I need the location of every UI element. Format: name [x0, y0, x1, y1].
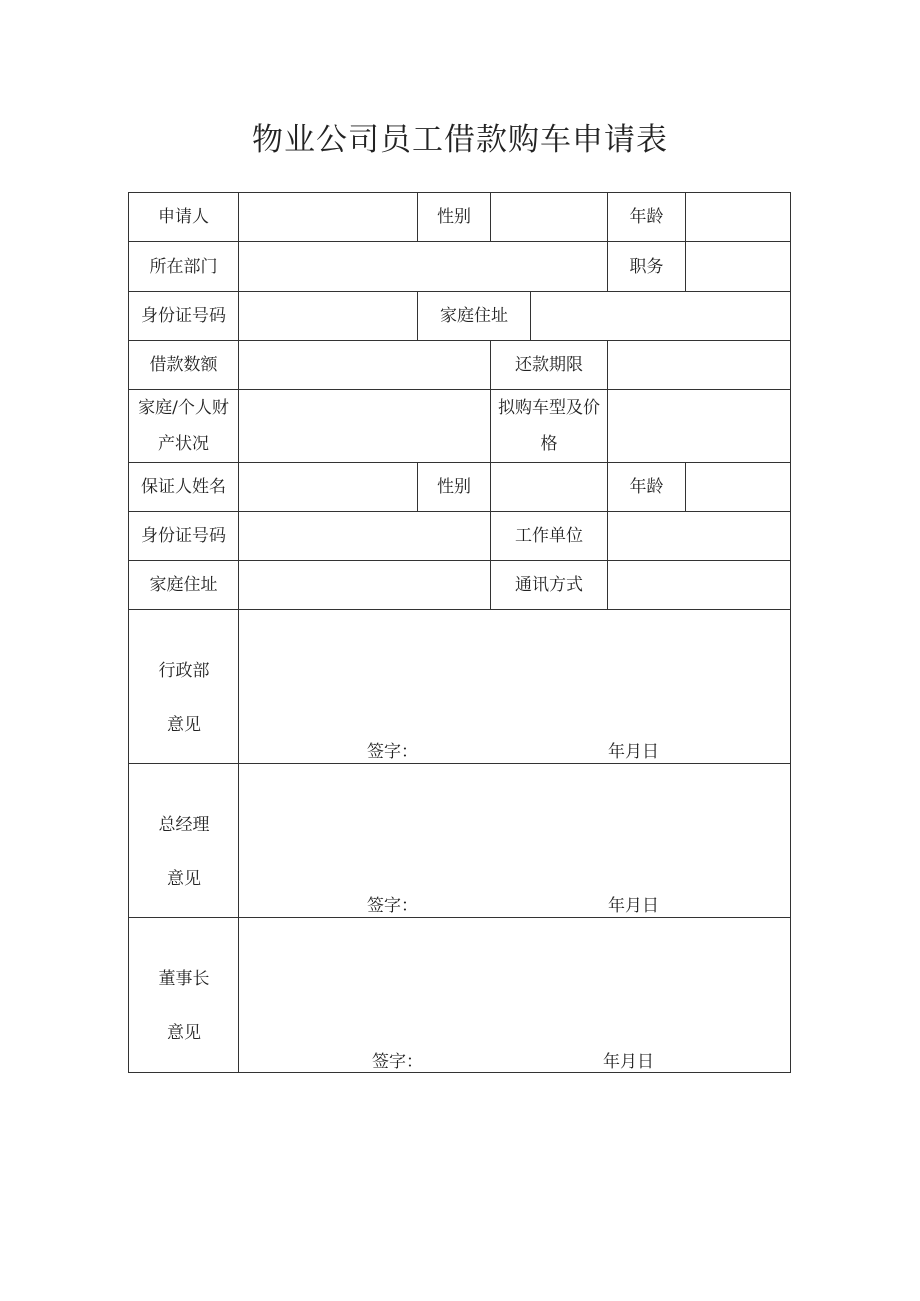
chairman-opinion-field[interactable] [238, 917, 791, 1073]
gm-signature-label: 签字： [367, 896, 418, 916]
department-label: 所在部门 [128, 241, 238, 291]
chairman-signature-label: 签字： [372, 1052, 423, 1072]
assets-label: 家庭/个人财产状况 [128, 389, 238, 462]
repay-period-label: 还款期限 [490, 340, 607, 389]
gm-opinion-label-cell [128, 763, 238, 917]
repay-period-field[interactable] [607, 340, 791, 389]
chairman-opinion-label: 董事长 意见 [158, 969, 210, 1043]
admin-opinion-label: 行政部 意见 [158, 661, 210, 735]
applicant-gender-field[interactable] [490, 192, 607, 241]
application-form [128, 192, 791, 1073]
applicant-id-label: 身份证号码 [128, 291, 238, 340]
applicant-age-field[interactable] [685, 192, 791, 241]
guarantor-name-field[interactable] [238, 462, 417, 511]
applicant-name-field[interactable] [238, 192, 417, 241]
guarantor-id-field[interactable] [238, 511, 490, 560]
admin-date-label: 年月日 [608, 742, 659, 762]
position-label: 职务 [607, 241, 685, 291]
guarantor-contact-label: 通讯方式 [490, 560, 607, 609]
loan-amount-field[interactable] [238, 340, 490, 389]
gm-opinion-label: 总经理 意见 [158, 815, 210, 889]
admin-opinion-field[interactable] [238, 609, 791, 763]
table-border-bottom [128, 1072, 791, 1073]
guarantor-age-label: 年龄 [607, 462, 685, 511]
applicant-age-label: 年龄 [607, 192, 685, 241]
guarantor-gender-label: 性别 [417, 462, 490, 511]
guarantor-id-label: 身份证号码 [128, 511, 238, 560]
table-border-right [790, 192, 791, 1073]
applicant-name-label: 申请人 [128, 192, 238, 241]
guarantor-address-label: 家庭住址 [128, 560, 238, 609]
guarantor-gender-field[interactable] [490, 462, 607, 511]
guarantor-address-field[interactable] [238, 560, 490, 609]
applicant-gender-label: 性别 [417, 192, 490, 241]
gm-opinion-field[interactable] [238, 763, 791, 917]
admin-opinion-label-cell [128, 609, 238, 763]
applicant-id-field[interactable] [238, 291, 417, 340]
admin-signature-label: 签字： [367, 742, 418, 762]
car-model-price-label: 拟购车型及价格 [490, 389, 607, 462]
position-field[interactable] [685, 241, 791, 291]
guarantor-name-label: 保证人姓名 [128, 462, 238, 511]
chairman-date-label: 年月日 [603, 1052, 654, 1072]
applicant-address-label: 家庭住址 [417, 291, 530, 340]
chairman-opinion-label-cell [128, 917, 238, 1073]
guarantor-employer-field[interactable] [607, 511, 791, 560]
gm-date-label: 年月日 [608, 896, 659, 916]
guarantor-employer-label: 工作单位 [490, 511, 607, 560]
applicant-address-field[interactable] [530, 291, 791, 340]
department-field[interactable] [238, 241, 607, 291]
loan-amount-label: 借款数额 [128, 340, 238, 389]
car-model-price-field[interactable] [607, 389, 791, 462]
form-title: 物业公司员工借款购车申请表 [252, 122, 668, 158]
assets-field[interactable] [238, 389, 490, 462]
guarantor-age-field[interactable] [685, 462, 791, 511]
guarantor-contact-field[interactable] [607, 560, 791, 609]
